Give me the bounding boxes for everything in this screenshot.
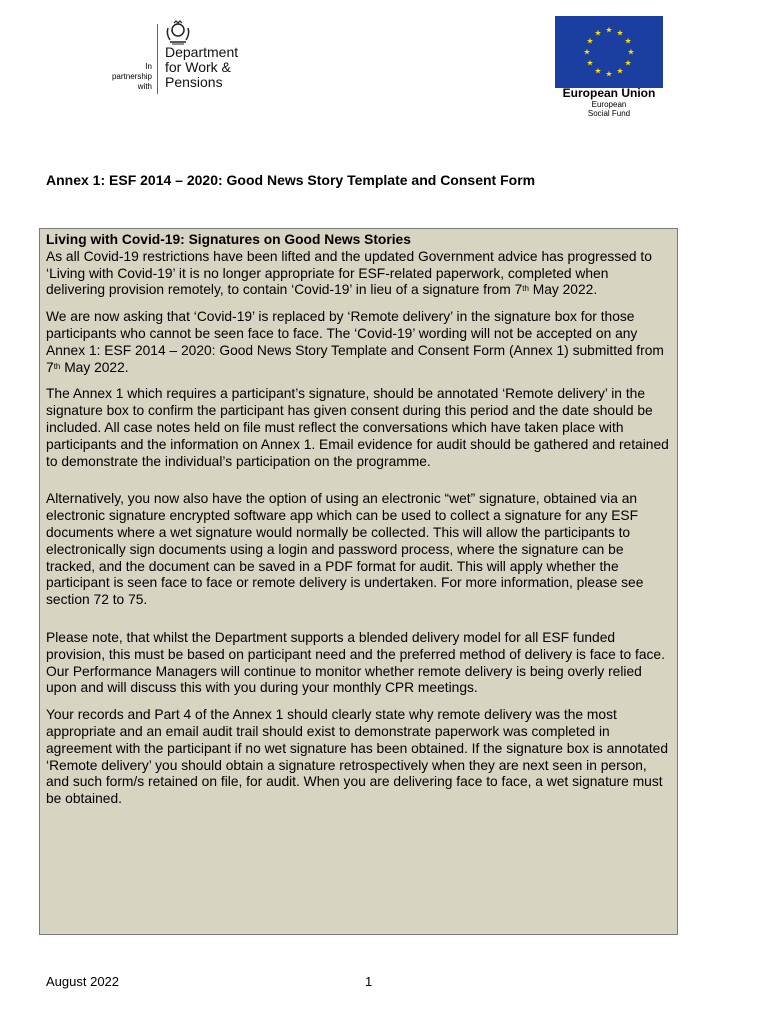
paragraph-text: May 2022. (528, 282, 598, 298)
paragraph-text: As all Covid-19 restrictions have been lifted and the updated Government advice has progressed to ‘Living with Covid-19’ it is no longer appropriate for ESF-related paperwork, completed when delivering provision remotely, to contain ‘Covid-19’ in lieu of a signature from 7 (46, 248, 652, 298)
partnership-line: partnership (111, 72, 152, 81)
notice-heading: Living with Covid-19: Signatures on Good News Stories (46, 232, 411, 247)
eu-star-icon: ★ (586, 36, 594, 46)
dwp-logo (100, 20, 260, 100)
partnership-line: In (145, 62, 152, 71)
eu-name: European Union (562, 86, 656, 100)
eu-fund-line: Social Fund (587, 109, 631, 118)
notice-paragraph: Alternatively, you now also have the option of using an electronic “wet” signature, obtained via an electronic signature encrypted software app which can be used to collect a signature for any ESF documents where a wet signature would normally be collected. This will allow the participants to electronically sign documents using a login and password process, where the signature can be tracked, and the document can be saved in a PDF format for audit. This will apply whether the participant is seen face to face or remote delivery is undertaken. For more information, please see section 72 to 75. (46, 491, 644, 608)
dwp-name (165, 45, 238, 90)
notice-paragraph (46, 249, 671, 299)
covid-signature-notice (39, 228, 678, 935)
eu-star-icon: ★ (594, 66, 602, 76)
dwp-name-line: for Work & (165, 59, 231, 75)
eu-logo (553, 16, 665, 126)
notice-paragraph: Your records and Part 4 of the Annex 1 should clearly state why remote delivery was the most appropriate and an email audit trail should exist to demonstrate paperwork was completed in agreement with the participant if no wet signature has been obtained. If the signature box is annotated ‘Remote delivery’ you should obtain a signature retrospectively when they are next seen in person, and such form/s retained on file, for audit. When you are delivering face to face, a wet signature must be obtained. (46, 707, 669, 807)
eu-fund-line: European (591, 100, 627, 109)
eu-star-icon: ★ (586, 58, 594, 68)
page-number: 1 (365, 974, 373, 989)
partnership-text (100, 62, 152, 92)
eu-star-icon: ★ (624, 58, 632, 68)
eu-star-icon: ★ (624, 36, 632, 46)
paragraph-text: May 2022. (60, 359, 129, 375)
eu-fund-name (553, 100, 665, 118)
ordinal-suffix: th (522, 284, 529, 294)
eu-star-icon: ★ (616, 28, 624, 38)
document-title: Annex 1: ESF 2014 – 2020: Good News Story Template and Consent Form (46, 172, 536, 188)
eu-star-icon: ★ (627, 47, 635, 57)
eu-flag-icon (555, 16, 663, 88)
eu-star-icon: ★ (605, 25, 613, 35)
notice-paragraph (46, 309, 671, 376)
logo-divider (157, 24, 158, 94)
paragraph-text: We are now asking that ‘Covid-19’ is replaced by ‘Remote delivery’ in the signature box for those participants who cannot be seen face to face. The ‘Covid-19’ wording will not be accepted on any Annex 1: ESF 2014 – 2020: Good News Story Template and Consent Form (Annex 1) submitted from 7 (46, 309, 664, 375)
partnership-line: with (137, 82, 152, 91)
eu-star-icon: ★ (594, 28, 602, 38)
footer-date: August 2022 (46, 974, 120, 989)
notice-paragraph: The Annex 1 which requires a participant’s signature, should be annotated ‘Remote delivery’ in the signature box to confirm the participant has given consent during this period and the date should be included. All case notes held on file must reflect the conversations which have taken place with participants and the information on Annex 1. Email evidence for audit should be gathered and retained to demonstrate the individual’s participation on the programme. (46, 386, 669, 469)
dwp-name-line: Pensions (165, 74, 223, 90)
eu-star-icon: ★ (583, 47, 591, 57)
eu-star-icon: ★ (616, 66, 624, 76)
notice-paragraph: Please note, that whilst the Department supports a blended delivery model for all ESF funded provision, this must be based on participant need and the preferred method of delivery is face to face. Our Performance Managers will continue to monitor whether remote delivery is being overly relied upon and will discuss this with you during your monthly CPR meetings. (46, 629, 665, 696)
eu-star-icon: ★ (605, 69, 613, 79)
ordinal-suffix: th (53, 361, 61, 371)
dwp-name-line: Department (165, 44, 239, 60)
